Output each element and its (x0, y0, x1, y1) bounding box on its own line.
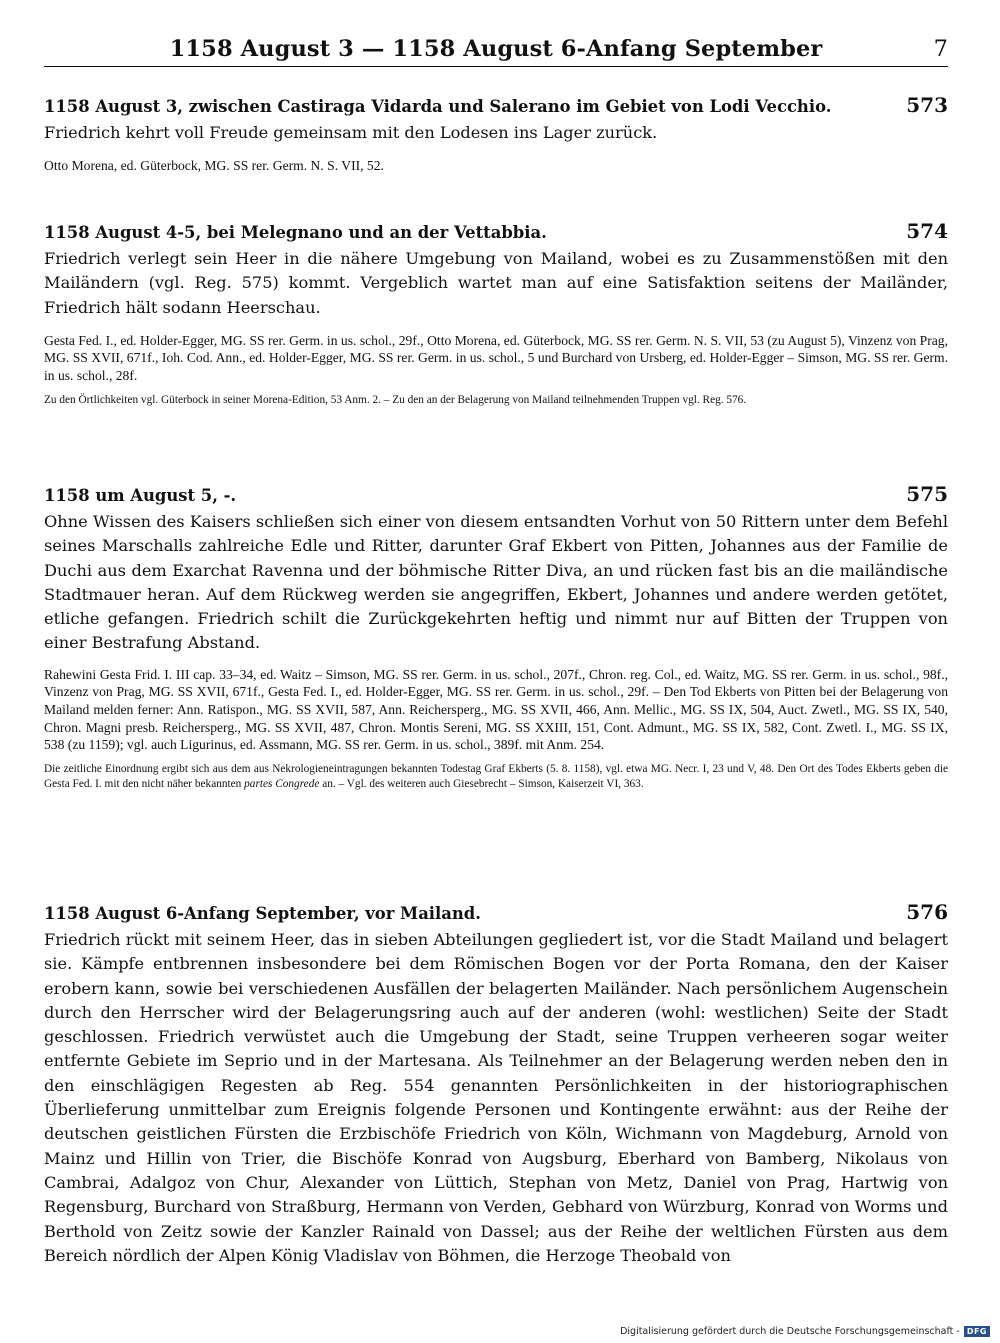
regest-heading (44, 221, 948, 247)
regest-notes (44, 762, 948, 792)
footer-text: Digitalisierung gefördert durch die Deutsche Forschungsgemeinschaft - (620, 1326, 960, 1337)
page-header (44, 34, 948, 67)
regest-number: 576 (906, 900, 948, 924)
regest-sources: Rahewini Gesta Frid. I. III cap. 33–34, ed. Waitz – Simson, MG. SS rer. Germ. in us. schol., 207f., Chron. reg. Col., ed. Waitz, MG. SS rer. Germ. in us. schol., 98f., Vinzenz von Prag, MG. SS XVII, 671f., Gesta Fed. I., ed. Holder-Egger, MG. SS rer. Germ. in us. schol., 29f. – Den Tod Ekberts von Pitten bei der Belagerung von Mailand melden ferner: Ann. Ratispon., MG. SS XVII, 587, Ann. Reichersperg., MG. SS XVII, 466, Ann. Mellic., MG. SS IX, 504, Auct. Zwetl., MG. SS IX, 540, Chron. Magni presb. Reichersperg., MG. SS XVII, 487, Chron. Montis Sereni, MG. SS XXIII, 151, Cont. Admunt., MG. SS IX, 582, Cont. Zwetl. I., MG. SS IX, 538 (zu 1159); vgl. auch Ligurinus, ed. Assmann, MG. SS rer. Germ. in us. schol., 389f. mit Anm. 254. (44, 666, 948, 753)
regest-sources: Gesta Fed. I., ed. Holder-Egger, MG. SS rer. Germ. in us. schol., 29f., Otto Morena, ed. Güterbock, MG. SS rer. Germ. N. S. VII, 53 (zu August 5), Vinzenz von Prag, MG. SS XVII, 671f., Ioh. Cod. Ann., ed. Holder-Egger, MG. SS rer. Germ. in us. schol., 5 und Burchard von Ursberg, ed. Holder-Egger – Simson, MG. SS rer. Germ. in us. schol., 28f. (44, 332, 948, 384)
regest-text: Friedrich kehrt voll Freude gemeinsam mit den Lodesen ins Lager zurück. (44, 123, 658, 142)
regest-text: Ohne Wissen des Kaisers schließen sich einer von diesem entsandten Vorhut von 50 Rittern unter dem Befehl seines Marschalls zahlreiche Edle und Ritter, darunter Graf Ekbert von Pitten, Johannes aus der Familie de Duchi aus dem Exarchat Ravenna und der böhmische Ritter Diva, an und rücken fast bis an die mailändische Stadtmauer heran. Auf dem Rückweg werden sie angegriffen, Ekbert, Johannes und andere werden getötet, etliche gefangen. Friedrich schilt die Zurückgekehrten heftig und nimmt nur auf Bitten der Truppen von einer Bestrafung Abstand. (44, 512, 948, 653)
regest-number: 575 (906, 482, 948, 506)
regest-574 (44, 221, 948, 408)
regest-notes: Zu den Örtlichkeiten vgl. Güterbock in seiner Morena-Edition, 53 Anm. 2. – Zu den an der Belagerung von Mailand teilnehmenden Truppen vgl. Reg. 576. (44, 393, 747, 406)
digitization-footer (620, 1326, 990, 1337)
regest-number: 574 (906, 219, 948, 243)
regest-heading-title: 1158 August 6-Anfang September, vor Mailand. (44, 904, 481, 923)
regest-heading (44, 484, 948, 510)
regest-sources: Otto Morena, ed. Güterbock, MG. SS rer. Germ. N. S. VII, 52. (44, 158, 384, 174)
regest-heading (44, 902, 948, 928)
regest-notes-part: an. – Vgl. des weiteren auch Giesebrecht – Simson, Kaiserzeit VI, 363. (322, 777, 644, 790)
regest-heading-title: 1158 um August 5, -. (44, 486, 237, 505)
regest-575 (44, 484, 948, 792)
regest-number: 573 (906, 93, 948, 117)
regest-heading-title: 1158 August 4-5, bei Melegnano und an der Vettabbia. (44, 223, 547, 242)
regest-text: Friedrich verlegt sein Heer in die nähere Umgebung von Mailand, wobei es zu Zusammenstößen mit den Mailändern (vgl. Reg. 575) kommt. Vergeblich wartet man auf eine Satisfaktion seitens der Mailänder, Friedrich hält sodann Heerschau. (44, 249, 948, 317)
page-number: 7 (933, 36, 948, 62)
regest-notes-italic: partes Congrede (244, 777, 320, 790)
regest-heading-title: 1158 August 3, zwischen Castiraga Vidarda und Salerano im Gebiet von Lodi Vecchio. (44, 97, 832, 116)
regest-text: Friedrich rückt mit seinem Heer, das in sieben Abteilungen gegliedert ist, vor die Stadt Mailand und belagert sie. Kämpfe entbrennen insbesondere bei dem Römischen Bogen vor der Porta Romana, den der Kaiser erobern kann, sowie bei verschiedenen Ausfällen der belagerten Mailänder. Nach persönlichem Augenschein durch den Herrscher wird der Belagerungsring auch auf der anderen (wohl: westlichen) Seite der Stadt geschlossen. Friedrich verwüstet auch die Umgebung der Stadt, seine Truppen verheeren sogar weiter entfernte Gebiete im Seprio und in der Martesana. Als Teilnehmer an der Belagerung werden neben den in den einschlägigen Regesten ab Reg. 554 genannten Persönlichkeiten in der historiographischen Überlieferung unmittelbar zum Ereignis folgende Personen und Kontingente erwähnt: aus der Reihe der deutschen geistlichen Fürsten die Erzbischöfe Friedrich von Köln, Wichmann von Magdeburg, Arnold von Mainz und Hillin von Trier, die Bischöfe Konrad von Augsburg, Eberhard von Bamberg, Nikolaus von Cambrai, Adalgoz von Chur, Alexander von Lüttich, Stephan von Metz, Daniel von Prag, Hartwig von Regensburg, Burchard von Straßburg, Hermann von Verden, Gebhard von Würzburg, Konrad von Worms und Berthold von Zeitz sowie der Kanzler Rainald von Dassel; aus der Reihe der weltlichen Fürsten aus dem Bereich nördlich der Alpen König Vladislav von Böhmen, die Herzoge Theobald von (44, 930, 948, 1265)
page-title: 1158 August 3 — 1158 August 6-Anfang September (169, 36, 823, 62)
regest-notes-part: Die zeitliche Einordnung ergibt sich aus dem aus Nekrologieneintragungen bekannten Todestag Graf Ekberts (5. 8. 1158), vgl. etwa MG. Necr. I, 23 und V, 48. Den Ort des Todes Ekberts geben die Gesta Fed. I. mit den nicht näher bekannten (44, 762, 948, 790)
regest-573 (44, 95, 948, 175)
regest-576 (44, 902, 948, 1268)
dfg-logo-icon: DFG (964, 1326, 990, 1337)
regest-heading (44, 95, 948, 121)
